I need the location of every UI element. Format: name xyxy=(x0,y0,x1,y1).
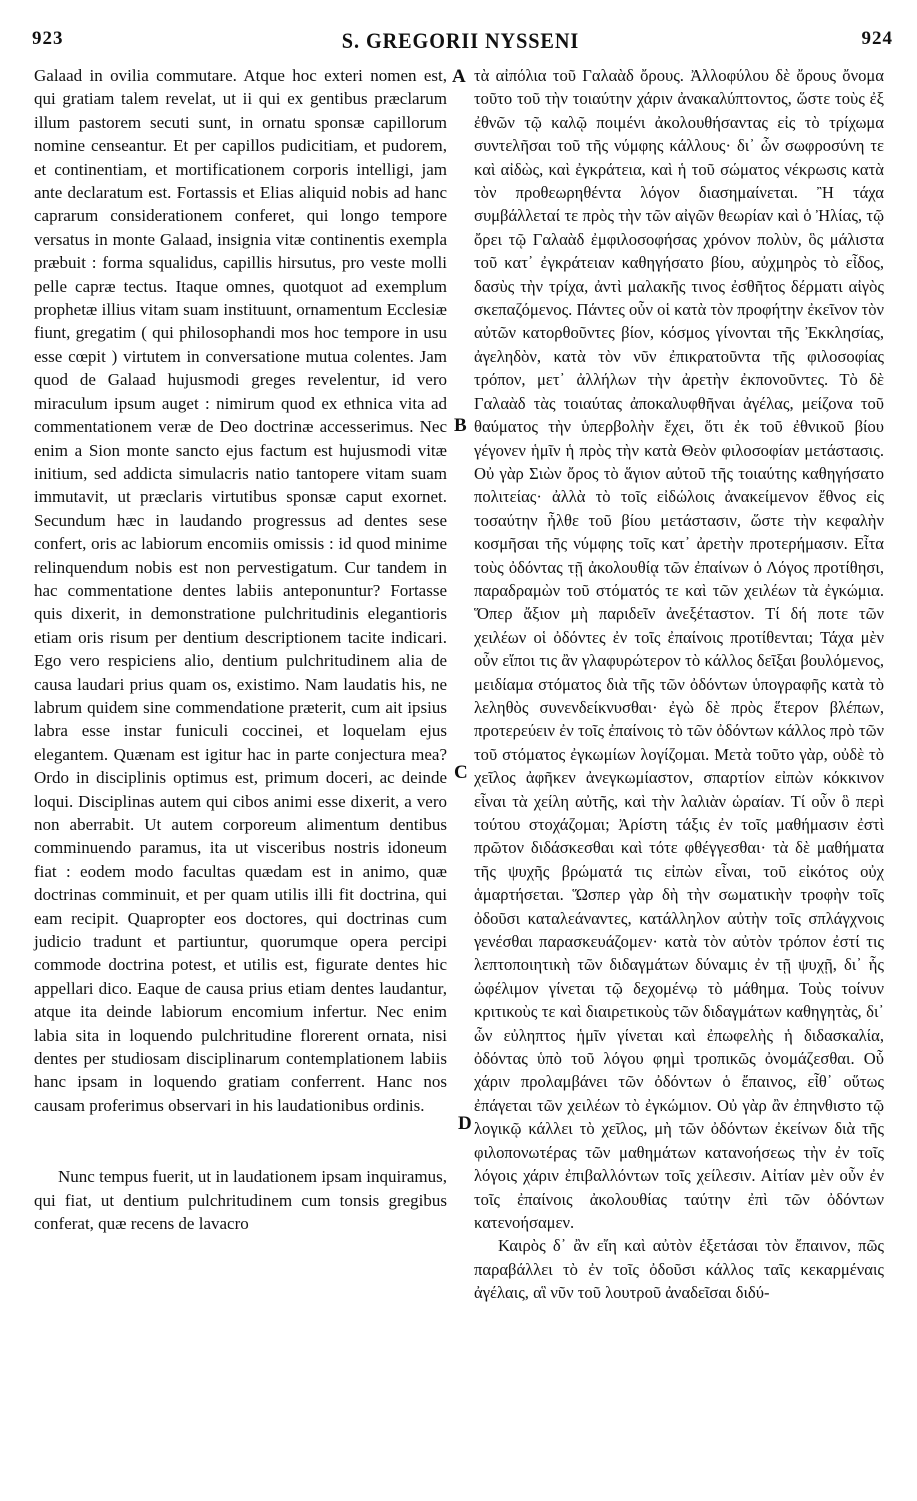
greek-paragraph-1: τὰ αἰπόλια τοῦ Γαλαὰδ ὄρους. Ἀλλοφύλου δὲ ὄρους ὄνομα τοῦτο τοῦ τὴν τοιαύτην χάριν ἀνακαλύπτοντος, ὥστε τοὺς ἐξ ἐθνῶν τῷ καλῷ ποιμένι ἀκολουθήσαντας εἰς τὸ τρίχωμα συντελῆσαι τοῦ τῆς νύμφης κάλλους· δι᾽ ὧν σωφροσύνη τε καὶ αἰδὼς, καὶ ἐγκράτεια, καὶ ἡ τοῦ σώματος νέκρωσις κατὰ τὸν προθεωρηθέντα λόγον διασημαίνεται. Ἢ τάχα συμβάλλεταί τε πρὸς τὴν τῶν αἰγῶν θεωρίαν καὶ ὁ Ἠλίας, τῷ ὄρει τῷ Γαλαὰδ ἐμφιλοσοφήσας χρόνον πολὺν, ὃς μάλιστα τοῦ κατ᾽ ἐγκράτειαν καθηγήσατο βίου, αὐχμηρὸς τὸ εἶδος, δασὺς τὴν τρίχα, ἀντὶ μαλακῆς τινος ἐσθῆτος δέρματι αἰγὸς σκεπαζόμενος. Πάντες οὖν οἱ κατὰ τὸν προφήτην ἐκεῖνον τὸν αὐτῶν κατορθοῦντες βίον, κόσμος γίνονται τῆς Ἐκκλησίας, ἀγεληδὸν, κατὰ τὸν νῦν ἐπικρατοῦντα τῆς φιλοσοφίας τρόπον, μετ᾽ ἀλλήλων τὴν ἀρετὴν ἐκπονοῦντες. Τὸ δὲ Γαλαὰδ τὰς τοιαύτας ἀποκαλυφθῆναι ἀγέλας, μείζονα τοῦ θαύματος τὴν ὑπερβολὴν ἔχει, ὅτι ἐκ τοῦ ἐθνικοῦ βίου γέγονεν ἡμῖν ἡ πρὸς τὴν κατὰ Θεὸν φιλοσοφίαν μετάστασις. Οὐ γὰρ Σιὼν ὄρος τὸ ἅγιον αὐτοῦ τῆς τοιαύτης καθηγήσατο πολιτείας· ἀλλὰ τὸ τοῖς εἰδώλοις ἀνακείμενον ἔθνος εἰς τοσαύτην ἦλθε τοῦ βίου μετάστασιν, ὥστε τὴν κεφαλὴν κοσμῆσαι τῆς νύμφης τοῖς κατ᾽ ἀρετὴν προτερήμασιν. Εἶτα τοὺς ὀδόντας τῇ ἀκολουθίᾳ τῶν ἐπαίνων ὁ Λόγος προτίθησι, παραδραμὼν τοῦ στόματός τε καὶ τῶν χειλέων τὰ ἐγκώμια. Ὅπερ ἄξιον μὴ παριδεῖν ἀνεξέταστον. Τί δή ποτε τῶν χειλέων οἱ ὀδόντες ἐν τοῖς ἐπαίνοις προτίθενται; Τάχα μὲν οὖν εἴποι τις ἂν γλαφυρώτερον τὸ κάλλος δεῖξαι βουλόμενος, μειδίαμα στόματος διὰ τῆς τῶν ὀδόντων ὑπογραφῆς κατὰ τὸ λεληθὸς συνενδείκνυσθαι· ἐγὼ δὲ πρὸς ἕτερον βλέπων, προτερεύειν ἐν τοῖς ἐπαίνοις τὸ τῶν ὀδόντων κάλλος πρὸ τῶν τοῦ στόματος ἐγκωμίων λογίζομαι. Μετὰ τοῦτο γὰρ, οὐδὲ τὸ χεῖλος ἀφῆκεν ἀνεγκωμίαστον, σπαρτίον εἰπὼν κόκκινον εἶναι τὰ χείλη αὐτῆς, καὶ τὴν λαλιὰν ὡραίαν. Τί οὖν ὃ περὶ τούτου στοχάζομαι; Ἀρίστη τάξις ἐν τοῖς μαθήμασιν ἐστὶ πρῶτον διδάσκεσθαι καὶ τότε φθέγγεσθαι· τὰ δὲ μαθήματα τῆς ψυχῆς βρώματά τις εἰπὼν εἶναι, τοῦ εἰκότος οὐχ ἁμαρτήσεται. Ὥσπερ γὰρ δὴ τὴν σωματικὴν τροφὴν τοῖς ὀδοῦσι καταλεάναντες, κατάλληλον αὐτὴν τοῖς σπλάγχνοις γενέσθαι παρασκευάζομεν· κατὰ τὸν αὐτὸν τρόπον ἐστί τις λεπτοποιητικὴ τῶν διδαγμάτων δύναμις ἐν τῇ ψυχῇ, δι᾽ ἧς ὠφέλιμον γίνεται τῷ δεχομένῳ τὸ μάθημα. Τοὺς τοίνυν κριτικοὺς τε καὶ διαιρετικοὺς τῶν διδαγμάτων καθηγητὰς, δι᾽ ὧν εὐληπτος ἡμῖν γίνεται καὶ ἐπωφελὴς ἡ διδασκαλία, ὀδόντας ὑπὸ τοῦ λόγου φημὶ τροπικῶς ὀνομάζεσθαι. Οὗ χάριν προλαμβάνει τῶν ὀδόντων ὁ ἔπαινος, εἶθ᾽ οὕτως ἐπάγεται τῶν χειλέων τὸ ἐγκώμιον. Οὐ γὰρ ἂν ἐπηνθιστο τῷ λογικῷ κάλλει τὸ χεῖλος, μὴ τῶν ὀδόντων ἐκείνων διὰ τῆς φιλοπονωτέρας τῶν μαθημάτων κατανοήσεως τὴν ἐν τοῖς λόγοις χάριν ἐπιβαλλόντων τοῖς χείλεσιν. Αἰτίαν μὲν οὖν ἐν τοῖς ἐπαίνοις ἀκολουθίας ταύτην ἐπὶ τῶν ὀδόντων κατενοήσαμεν. xyxy=(474,66,884,1232)
greek-paragraph-2: Καιρὸς δ᾽ ἂν εἴη καὶ αὐτὸν ἐξετάσαι τὸν ἔπαινον, πῶς παραβάλλει τὸ ἐν τοῖς ὀδοῦσι κάλλος ταῖς κεκαρμέναις ἀγέλαις, αἳ νῦν τοῦ λουτροῦ ἀναδεῖσαι διδύ- xyxy=(474,1236,884,1303)
section-marker-b: B xyxy=(454,415,467,436)
page-number-right: 924 xyxy=(861,28,893,49)
paragraph-gap xyxy=(34,1117,447,1165)
section-marker-d: D xyxy=(458,1113,472,1134)
latin-paragraph-1: Galaad in ovilia commutare. Atque hoc exteri nomen est, qui gratiam talem revelat, ut ii qui ex gentibus præclarum illum pastorem secuti sunt, in ornatu sponsæ capillorum nomine censeantur. Et per capillos pudicitiam, et pudorem, et continentiam, et mortificationem corporis intelligi, jam ante declaratum est. Fortassis et Elias aliquid nobis ad hanc caprarum considerationem conferet, qui longo tempore versatus in monte Galaad, insignia vitæ continentis exempla præbuit : forma squalidus, capillis hirsutus, pro veste molli pelle capræ tectus. Itaque omnes, quotquot ad exemplum prophetæ illius vitam suam instituunt, ornamentum Ecclesiæ fiunt, gregatim ( qui philosophandi mos hoc tempore in usu esse cœpit ) virtutem in conversatione mutua colentes. Jam quod de Galaad hujusmodi greges revelentur, id vero miraculum ipsum auget : nimirum quod ex ethnica vita ad commentationem veræ de Deo doctrinæ accesserimus. Nec enim a Sion monte sancto ejus factum est hujusmodi vitæ initium, sed addicta simulacris natio tantopere vitam suam immutavit, ut præclaris virtutibus sponsæ caput exornet. Secundum hæc in laudando progressus ad dentes sese confert, oris ac labiorum encomiis omissis : id quod minime relinquendum nobis est non pervestigatum. Cur tandem in hac commentatione dentes labiis anteponuntur? Fortasse quis dixerit, in demonstratione pulchritudinis elegantioris etiam oris risum per dentium descriptionem tacite indicari. Ego vero respiciens alio, dentium pulchritudinem alia de causa laudari prius quam os, existimo. Nam laudatis his, ne labrum quidem sine commendatione præterit, cum ait ipsius labra esse instar funiculi coccinei, et loquelam ejus elegantem. Quænam est igitur hac in parte conjectura mea? Ordo in disciplinis optimus est, primum doceri, ac deinde loqui. Disciplinas autem qui cibos animi esse dixerit, a vero non aberrabit. Ut autem corporeum alimentum dentibus comminuendo paramus, ita ut visceribus nostris idoneum fiat : eodem modo facultas quædam est in animo, quæ doctrinas comminuit, et per quam utilis illi fit doctrina, qui eam recipit. Quapropter eos doctores, qui doctrinas cum judicio tradunt et partiuntur, quorumque opera percipi commode doctrina potest, et utilis est, figurate dentes hic appellari dico. Eaque de causa prius etiam dentes laudantur, atque ita deinde labiorum encomium infertur. Nec enim labia sita in loquendo pulchritudine florerent ornata, nisi dentes per studiosam disciplinarum contemplationem labiis hanc ipsam in loquendo gratiam conferrent. Hanc nos causam proferimus observari in his laudationibus ordinis. xyxy=(34,66,447,1115)
running-header xyxy=(28,28,893,56)
latin-paragraph-2: Nunc tempus fuerit, ut in laudationem ipsam inquiramus, qui fiat, ut dentium pulchritudinem cum tonsis gregibus conferat, quæ recens de lavacro xyxy=(34,1167,447,1234)
running-title: S. GREGORII NYSSENI xyxy=(341,28,580,53)
section-marker-c: C xyxy=(454,762,468,783)
greek-column xyxy=(474,64,884,1305)
page-number-left: 923 xyxy=(32,28,64,49)
latin-column xyxy=(34,64,447,1236)
section-marker-a: A xyxy=(452,66,466,87)
